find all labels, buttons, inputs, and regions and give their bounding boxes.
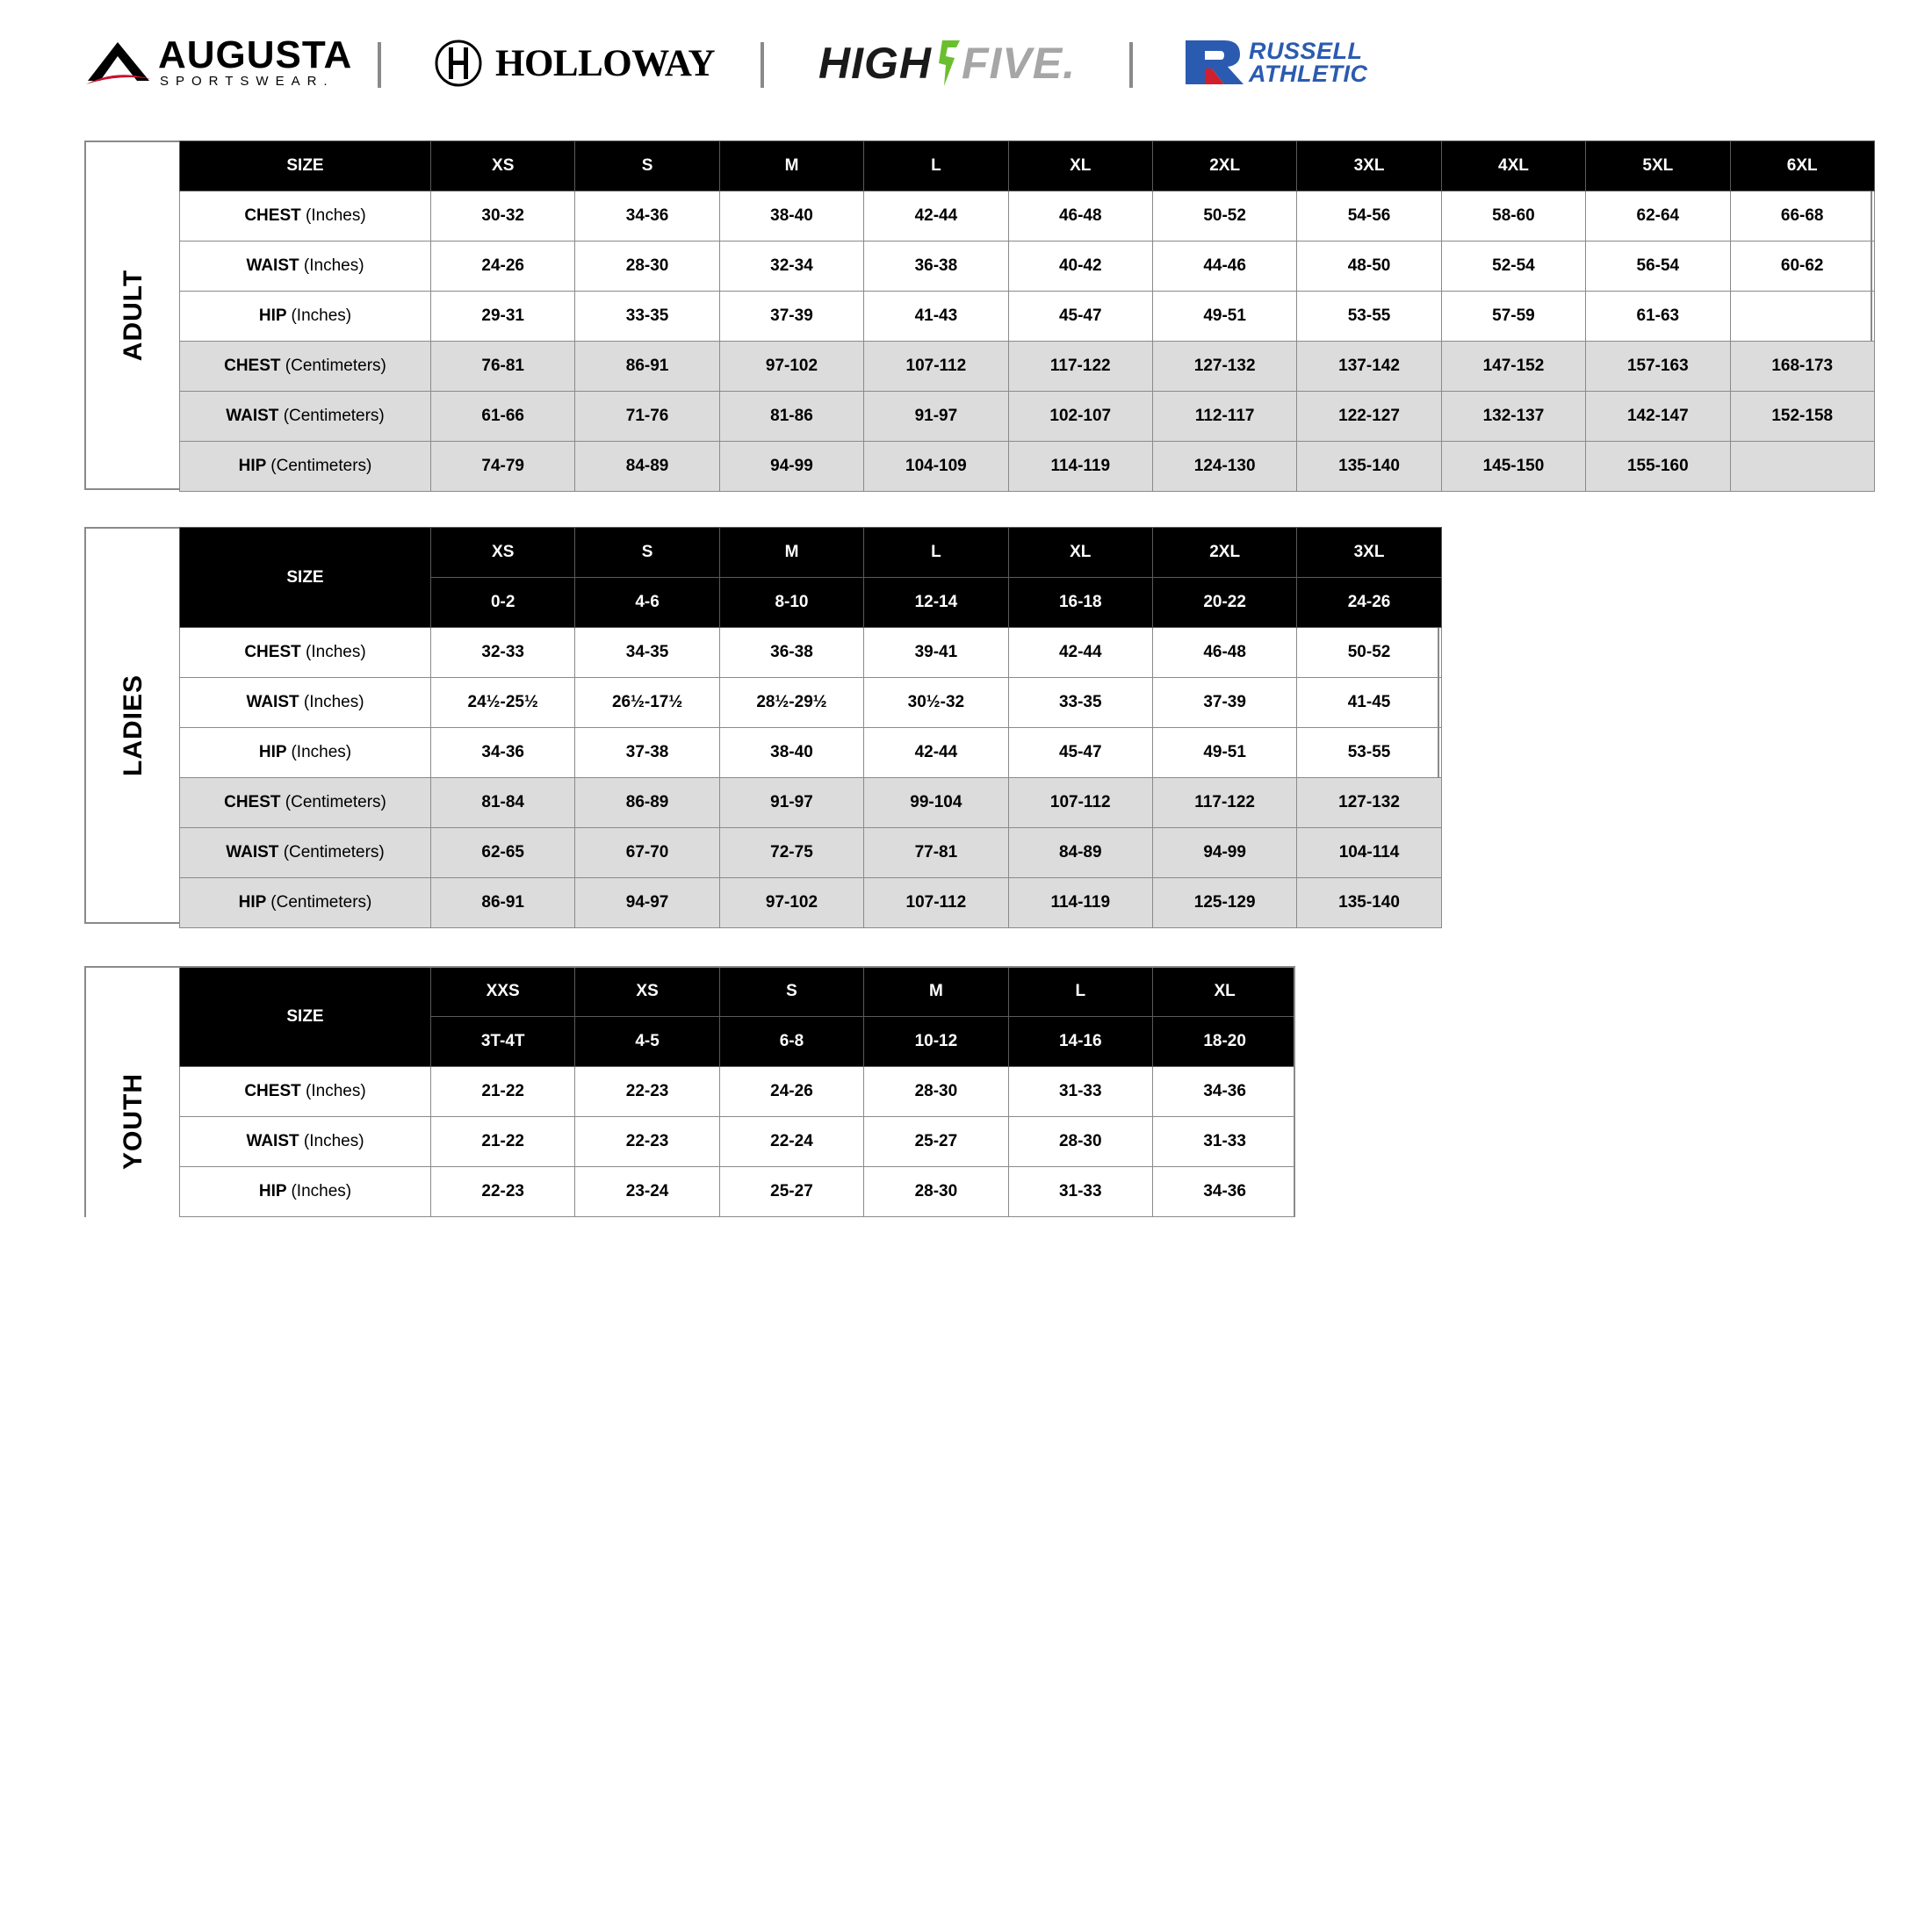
measurement-value: 72-75: [719, 828, 863, 878]
ladies-header-row: [180, 528, 1442, 578]
adult-size-section: [84, 141, 1872, 490]
measurement-row: [180, 342, 1875, 392]
measurement-value: 61-63: [1586, 292, 1730, 342]
size-column-header: M: [719, 528, 863, 578]
measurement-value: 56-54: [1586, 242, 1730, 292]
measurement-row: [180, 242, 1875, 292]
size-column-header: 5XL: [1586, 141, 1730, 191]
measure-name: HIP: [238, 457, 266, 475]
size-column-header: 2XL: [1152, 141, 1296, 191]
measure-unit: (Inches): [291, 306, 352, 325]
measurement-row: [180, 728, 1442, 778]
measurement-value: 91-97: [719, 778, 863, 828]
measurement-label: [180, 878, 431, 928]
measure-name: CHEST: [244, 643, 301, 661]
augusta-name: AUGUSTA: [158, 33, 353, 76]
size-column-header: L: [864, 528, 1008, 578]
measure-unit: (Centimeters): [270, 893, 372, 912]
holloway-name: HOLLOWAY: [495, 43, 716, 84]
measurement-value: 107-112: [864, 342, 1008, 392]
russell-athletic-logo: [1186, 39, 1414, 88]
measurement-label: [180, 1067, 431, 1117]
measurement-label: [180, 828, 431, 878]
measurement-label: [180, 678, 431, 728]
measurement-value: 94-97: [575, 878, 719, 928]
measurement-value: 33-35: [575, 292, 719, 342]
adult-body: [180, 191, 1875, 492]
measurement-value: 122-127: [1297, 392, 1441, 442]
youth-size-table: [179, 966, 1295, 1217]
measure-name: WAIST: [226, 407, 279, 425]
measurement-value: 71-76: [575, 392, 719, 442]
numeric-size-header: 12-14: [864, 578, 1008, 628]
measurement-value: 155-160: [1586, 442, 1730, 492]
measure-name: CHEST: [244, 1082, 301, 1100]
measurement-value: 36-38: [864, 242, 1008, 292]
measure-name: CHEST: [244, 206, 301, 225]
holloway-h-icon: [434, 39, 483, 88]
measurement-value: 142-147: [1586, 392, 1730, 442]
measure-name: HIP: [238, 893, 266, 912]
adult-section-label: ADULT: [119, 269, 148, 362]
measurement-value: 25-27: [719, 1167, 863, 1217]
measurement-value: [1730, 442, 1874, 492]
measurement-value: 147-152: [1441, 342, 1585, 392]
measurement-value: 168-173: [1730, 342, 1874, 392]
measurement-label: [180, 242, 431, 292]
measurement-value: 23-24: [575, 1167, 719, 1217]
augusta-mountain-icon: [84, 40, 153, 86]
measure-name: HIP: [258, 306, 287, 325]
brand-logos: [0, 0, 1932, 132]
measurement-value: 127-132: [1297, 778, 1441, 828]
measurement-value: 94-99: [719, 442, 863, 492]
measurement-value: 84-89: [1008, 828, 1152, 878]
youth-header-row: [180, 967, 1296, 1017]
measurement-value: 31-33: [1008, 1067, 1152, 1117]
measurement-value: 46-48: [1152, 628, 1296, 678]
measurement-value: 135-140: [1297, 878, 1441, 928]
ladies-size-table: [179, 527, 1442, 928]
measurement-value: 117-122: [1152, 778, 1296, 828]
measurement-value: 36-38: [719, 628, 863, 678]
measurement-value: 94-99: [1152, 828, 1296, 878]
measurement-label: [180, 1167, 431, 1217]
measure-unit: (Centimeters): [285, 793, 386, 811]
highfive-logo: [818, 35, 1082, 91]
measurement-value: 38-40: [719, 728, 863, 778]
measurement-value: 34-36: [575, 191, 719, 242]
measurement-value: 28-30: [864, 1067, 1008, 1117]
numeric-size-header: 24-26: [1297, 578, 1441, 628]
measurement-value: 49-51: [1152, 292, 1296, 342]
numeric-size-header: 0-2: [431, 578, 575, 628]
measure-unit: (Centimeters): [270, 457, 372, 475]
youth-section-label: YOUTH: [119, 1073, 148, 1170]
measurement-value: 99-104: [864, 778, 1008, 828]
size-column-header: S: [575, 141, 719, 191]
measurement-value: 45-47: [1008, 292, 1152, 342]
measurement-value: 37-39: [719, 292, 863, 342]
measurement-value: 104-114: [1297, 828, 1441, 878]
measurement-value: 25-27: [864, 1117, 1008, 1167]
measurement-value: 145-150: [1441, 442, 1585, 492]
numeric-size-header: 16-18: [1008, 578, 1152, 628]
measurement-value: 61-66: [431, 392, 575, 442]
measurement-row: [180, 191, 1875, 242]
measurement-value: 152-158: [1730, 392, 1874, 442]
russell-r-icon: [1186, 39, 1247, 86]
measurement-value: 60-62: [1730, 242, 1874, 292]
measurement-value: 81-86: [719, 392, 863, 442]
size-column-header: XL: [1152, 967, 1295, 1017]
numeric-size-header: 14-16: [1008, 1017, 1152, 1067]
measurement-value: 22-23: [575, 1117, 719, 1167]
numeric-size-header: 4-6: [575, 578, 719, 628]
measurement-value: 132-137: [1441, 392, 1585, 442]
measurement-value: 28-30: [1008, 1117, 1152, 1167]
measurement-value: 125-129: [1152, 878, 1296, 928]
ladies-body: [180, 628, 1442, 928]
measurement-value: 97-102: [719, 342, 863, 392]
measurement-value: 34-36: [1152, 1067, 1295, 1117]
measurement-value: 91-97: [864, 392, 1008, 442]
measurement-value: 86-91: [575, 342, 719, 392]
measure-name: CHEST: [224, 357, 281, 375]
measure-unit: (Inches): [306, 643, 366, 661]
measure-unit: (Inches): [303, 256, 364, 275]
measurement-row: [180, 292, 1875, 342]
measurement-value: 26½-17½: [575, 678, 719, 728]
numeric-size-header: 20-22: [1152, 578, 1296, 628]
athletic-word: ATHLETIC: [1249, 61, 1368, 87]
measurement-value: 114-119: [1008, 442, 1152, 492]
size-header: SIZE: [180, 967, 431, 1067]
measure-name: WAIST: [246, 1132, 299, 1150]
measurement-value: 53-55: [1297, 292, 1441, 342]
measurement-value: 54-56: [1297, 191, 1441, 242]
measurement-label: [180, 1117, 431, 1167]
logo-divider: [761, 42, 764, 88]
measurement-value: 46-48: [1008, 191, 1152, 242]
measurement-value: 135-140: [1297, 442, 1441, 492]
measurement-value: 112-117: [1152, 392, 1296, 442]
measurement-value: 44-46: [1152, 242, 1296, 292]
ladies-size-section: [84, 527, 1439, 924]
measurement-value: 38-40: [719, 191, 863, 242]
augusta-logo: [84, 33, 353, 91]
measurement-value: 127-132: [1152, 342, 1296, 392]
measurement-value: 124-130: [1152, 442, 1296, 492]
size-column-header: XL: [1008, 528, 1152, 578]
measurement-value: 107-112: [864, 878, 1008, 928]
measurement-value: 62-65: [431, 828, 575, 878]
measurement-row: [180, 1167, 1296, 1217]
numeric-size-header: 8-10: [719, 578, 863, 628]
size-header: SIZE: [180, 528, 431, 628]
measure-unit: (Inches): [291, 1182, 352, 1200]
measurement-value: 37-38: [575, 728, 719, 778]
measurement-value: 30½-32: [864, 678, 1008, 728]
measurement-label: [180, 191, 431, 242]
measurement-value: 81-84: [431, 778, 575, 828]
measurement-value: 67-70: [575, 828, 719, 878]
measure-name: HIP: [258, 1182, 287, 1200]
measurement-value: 34-35: [575, 628, 719, 678]
youth-size-section: [84, 966, 1295, 1217]
measurement-value: 28½-29½: [719, 678, 863, 728]
measure-unit: (Centimeters): [283, 843, 385, 861]
highfive-high: HIGH: [818, 39, 932, 88]
measurement-value: 42-44: [864, 728, 1008, 778]
measure-unit: (Inches): [291, 743, 352, 761]
size-column-header: 4XL: [1441, 141, 1585, 191]
measurement-value: 41-43: [864, 292, 1008, 342]
measurement-row: [180, 1117, 1296, 1167]
measurement-row: [180, 392, 1875, 442]
measurement-value: 157-163: [1586, 342, 1730, 392]
measurement-value: 50-52: [1152, 191, 1296, 242]
measurement-value: 37-39: [1152, 678, 1296, 728]
measurement-value: 29-31: [431, 292, 575, 342]
measurement-value: 84-89: [575, 442, 719, 492]
size-column-header: XS: [431, 141, 575, 191]
measurement-value: 28-30: [575, 242, 719, 292]
measure-name: WAIST: [246, 256, 299, 275]
measurement-value: 42-44: [1008, 628, 1152, 678]
measure-name: WAIST: [246, 693, 299, 711]
measurement-label: [180, 442, 431, 492]
adult-size-table: [179, 141, 1875, 492]
measurement-label: [180, 292, 431, 342]
measurement-value: 104-109: [864, 442, 1008, 492]
measurement-label: [180, 342, 431, 392]
measurement-value: 57-59: [1441, 292, 1585, 342]
ladies-section-label: LADIES: [119, 674, 148, 777]
measurement-value: 33-35: [1008, 678, 1152, 728]
numeric-size-header: 6-8: [719, 1017, 863, 1067]
measure-unit: (Centimeters): [285, 357, 386, 375]
measurement-row: [180, 828, 1442, 878]
measurement-value: 34-36: [1152, 1167, 1295, 1217]
highfive-bolt-icon: [934, 35, 960, 91]
size-column-header: L: [1008, 967, 1152, 1017]
measure-unit: (Inches): [303, 693, 364, 711]
measurement-value: 86-91: [431, 878, 575, 928]
measurement-value: 39-41: [864, 628, 1008, 678]
measure-unit: (Inches): [306, 1082, 366, 1100]
measurement-value: 31-33: [1008, 1167, 1152, 1217]
measurement-value: 22-24: [719, 1117, 863, 1167]
size-column-header: M: [864, 967, 1008, 1017]
holloway-logo: [434, 39, 715, 91]
size-column-header: XS: [575, 967, 719, 1017]
size-column-header: 3XL: [1297, 528, 1441, 578]
measurement-value: 86-89: [575, 778, 719, 828]
measurement-value: 114-119: [1008, 878, 1152, 928]
measurement-value: 30-32: [431, 191, 575, 242]
size-column-header: XXS: [431, 967, 575, 1017]
measurement-value: 49-51: [1152, 728, 1296, 778]
youth-body: [180, 1067, 1296, 1217]
measurement-label: [180, 778, 431, 828]
measurement-value: 31-33: [1152, 1117, 1295, 1167]
measurement-value: 24-26: [719, 1067, 863, 1117]
size-column-header: L: [864, 141, 1008, 191]
measurement-row: [180, 442, 1875, 492]
measure-unit: (Inches): [306, 206, 366, 225]
numeric-size-header: 4-5: [575, 1017, 719, 1067]
measurement-value: 117-122: [1008, 342, 1152, 392]
size-column-header: S: [719, 967, 863, 1017]
measurement-value: 21-22: [431, 1067, 575, 1117]
numeric-size-header: 18-20: [1152, 1017, 1295, 1067]
measurement-value: 62-64: [1586, 191, 1730, 242]
size-column-header: M: [719, 141, 863, 191]
measurement-row: [180, 678, 1442, 728]
measurement-row: [180, 878, 1442, 928]
measurement-value: 48-50: [1297, 242, 1441, 292]
size-column-header: XL: [1008, 141, 1152, 191]
measurement-value: 34-36: [431, 728, 575, 778]
size-column-header: S: [575, 528, 719, 578]
measurement-value: 77-81: [864, 828, 1008, 878]
measurement-value: 45-47: [1008, 728, 1152, 778]
measure-unit: (Centimeters): [283, 407, 385, 425]
measurement-value: [1730, 292, 1874, 342]
measurement-value: 137-142: [1297, 342, 1441, 392]
highfive-five: FIVE.: [962, 39, 1077, 88]
measure-name: WAIST: [226, 843, 279, 861]
measurement-value: 28-30: [864, 1167, 1008, 1217]
measurement-value: 32-34: [719, 242, 863, 292]
numeric-size-header: 10-12: [864, 1017, 1008, 1067]
measure-name: CHEST: [224, 793, 281, 811]
measurement-value: 53-55: [1297, 728, 1441, 778]
size-column-header: XS: [431, 528, 575, 578]
measure-unit: (Inches): [303, 1132, 364, 1150]
size-header: SIZE: [180, 141, 431, 191]
logo-divider: [378, 42, 381, 88]
measurement-value: 24-26: [431, 242, 575, 292]
measurement-row: [180, 1067, 1296, 1117]
measurement-value: 52-54: [1441, 242, 1585, 292]
measurement-label: [180, 628, 431, 678]
size-column-header: 6XL: [1730, 141, 1874, 191]
size-column-header: 3XL: [1297, 141, 1441, 191]
logo-divider: [1129, 42, 1133, 88]
russell-word: RUSSELL: [1249, 38, 1363, 64]
measurement-value: 21-22: [431, 1117, 575, 1167]
measurement-row: [180, 778, 1442, 828]
measurement-value: 40-42: [1008, 242, 1152, 292]
measurement-value: 102-107: [1008, 392, 1152, 442]
measurement-label: [180, 728, 431, 778]
numeric-size-header: 3T-4T: [431, 1017, 575, 1067]
measurement-value: 50-52: [1297, 628, 1441, 678]
measurement-value: 22-23: [575, 1067, 719, 1117]
augusta-subtitle: SPORTSWEAR.: [160, 74, 335, 89]
measurement-value: 41-45: [1297, 678, 1441, 728]
measurement-row: [180, 628, 1442, 678]
measurement-label: [180, 392, 431, 442]
measurement-value: 66-68: [1730, 191, 1874, 242]
measurement-value: 32-33: [431, 628, 575, 678]
measurement-value: 22-23: [431, 1167, 575, 1217]
adult-header-row: [180, 141, 1875, 191]
measurement-value: 107-112: [1008, 778, 1152, 828]
size-column-header: 2XL: [1152, 528, 1296, 578]
measurement-value: 42-44: [864, 191, 1008, 242]
measurement-value: 97-102: [719, 878, 863, 928]
measurement-value: 74-79: [431, 442, 575, 492]
measurement-value: 58-60: [1441, 191, 1585, 242]
measurement-value: 24½-25½: [431, 678, 575, 728]
measurement-value: 76-81: [431, 342, 575, 392]
measure-name: HIP: [258, 743, 287, 761]
